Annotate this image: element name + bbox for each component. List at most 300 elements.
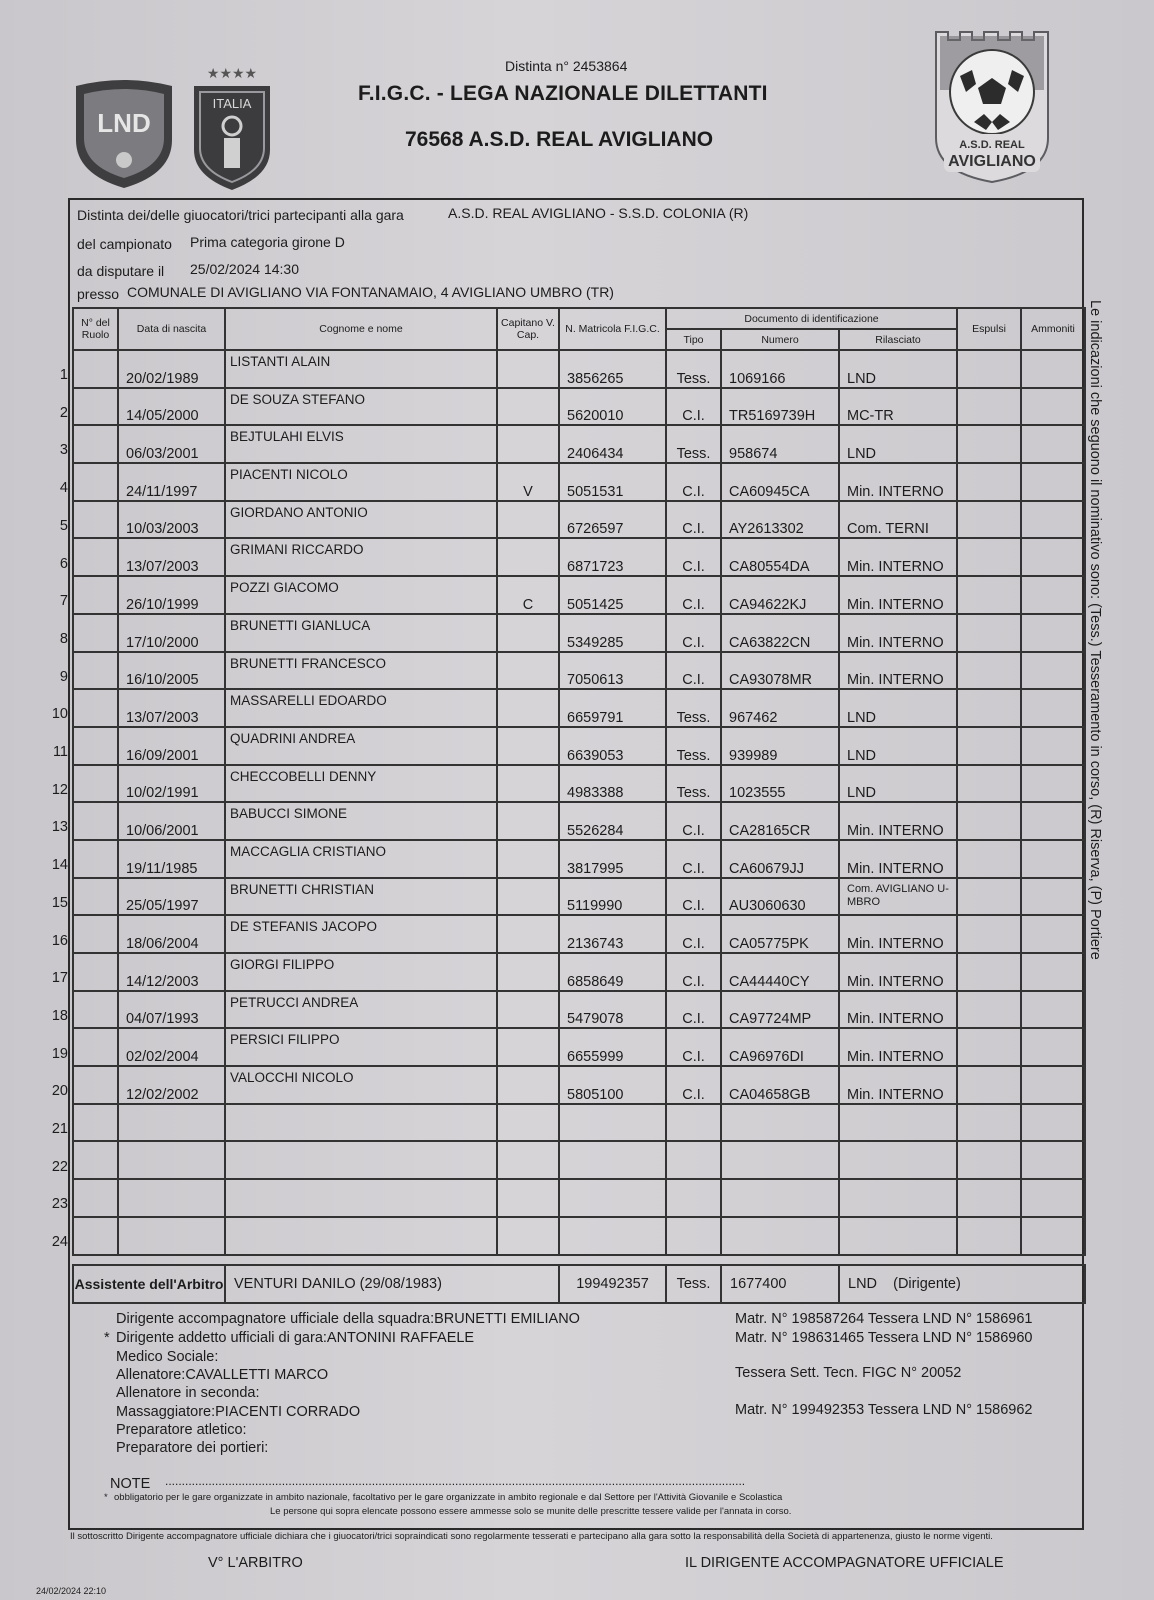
cell-ammoniti: [1021, 915, 1085, 953]
player-row: [73, 388, 1085, 426]
cell-ruolo: [73, 953, 118, 991]
assistant-numero: 1677400: [721, 1265, 839, 1303]
cell-capitano: [497, 953, 559, 991]
official-allenatore2: Allenatore in seconda:: [116, 1385, 260, 1401]
cell-tipo: C.I.: [666, 388, 721, 426]
cell-nome: POZZI GIACOMO: [225, 576, 497, 614]
cell-nascita: [118, 1141, 225, 1179]
cell-rilasciato: Min. INTERNO: [839, 463, 957, 501]
cell-capitano: [497, 1066, 559, 1104]
cell-capitano: [497, 1141, 559, 1179]
cell-ruolo: [73, 802, 118, 840]
asterisk-mark-2: *: [104, 1492, 108, 1503]
cell-tipo: C.I.: [666, 1028, 721, 1066]
cell-numero: CA05775PK: [721, 915, 839, 953]
cell-ammoniti: [1021, 388, 1085, 426]
side-note-text: Le indicazioni che seguono il nominativo sono: (Tess.) Tesseramento in corso, (R) Riserva, (P) Portiere: [1087, 300, 1103, 960]
cell-numero: 958674: [721, 425, 839, 463]
cell-nome: DE SOUZA STEFANO: [225, 388, 497, 426]
cell-matricola: 5526284: [559, 802, 666, 840]
cell-rilasciato: LND: [839, 727, 957, 765]
cell-espulsi: [957, 1217, 1021, 1255]
cell-ammoniti: [1021, 576, 1085, 614]
players-body: [73, 350, 1085, 1255]
cell-espulsi: [957, 463, 1021, 501]
cell-nome: QUADRINI ANDREA: [225, 727, 497, 765]
cell-ruolo: [73, 689, 118, 727]
official-dirigente: Dirigente accompagnatore ufficiale della squadra:BRUNETTI EMILIANO: [116, 1311, 580, 1327]
player-row: [73, 840, 1085, 878]
cell-ammoniti: [1021, 991, 1085, 1029]
assistant-rilasciato: LND (Dirigente): [839, 1265, 1085, 1303]
cell-ammoniti: [1021, 1028, 1085, 1066]
row-number: 7: [59, 593, 68, 610]
cell-rilasciato: Min. INTERNO: [839, 840, 957, 878]
cell-nascita: [118, 1104, 225, 1142]
cell-ruolo: [73, 1104, 118, 1142]
player-row: [73, 727, 1085, 765]
cell-capitano: [497, 878, 559, 916]
cell-ammoniti: [1021, 878, 1085, 916]
cell-matricola: 3856265: [559, 350, 666, 388]
cell-capitano: C: [497, 576, 559, 614]
cell-tipo: C.I.: [666, 991, 721, 1029]
cell-nome: BRUNETTI GIANLUCA: [225, 614, 497, 652]
cell-ruolo: [73, 878, 118, 916]
player-row: [73, 1066, 1085, 1104]
cell-nome: CHECCOBELLI DENNY: [225, 765, 497, 803]
cell-nascita: 13/07/2003: [118, 538, 225, 576]
cell-matricola: 5620010: [559, 388, 666, 426]
cell-nascita: 26/10/1999: [118, 576, 225, 614]
cell-nome: PETRUCCI ANDREA: [225, 991, 497, 1029]
cell-ammoniti: [1021, 765, 1085, 803]
italia-logo: [190, 64, 274, 192]
player-row: [73, 1141, 1085, 1179]
player-row: [73, 614, 1085, 652]
cell-capitano: [497, 802, 559, 840]
cell-matricola: 6858649: [559, 953, 666, 991]
cell-espulsi: [957, 1104, 1021, 1142]
player-row: [73, 878, 1085, 916]
cell-ammoniti: [1021, 350, 1085, 388]
cell-rilasciato: [839, 1104, 957, 1142]
player-row: [73, 1104, 1085, 1142]
row-number: 6: [59, 555, 68, 572]
cell-nascita: 17/10/2000: [118, 614, 225, 652]
cell-nome: MASSARELLI EDOARDO: [225, 689, 497, 727]
cell-ammoniti: [1021, 1066, 1085, 1104]
signature-dirigente: IL DIRIGENTE ACCOMPAGNATORE UFFICIALE: [685, 1555, 1004, 1571]
cell-tipo: [666, 1179, 721, 1217]
cell-espulsi: [957, 1179, 1021, 1217]
cell-ruolo: [73, 350, 118, 388]
cell-ammoniti: [1021, 802, 1085, 840]
cell-capitano: [497, 1217, 559, 1255]
cell-espulsi: [957, 425, 1021, 463]
cell-numero: 967462: [721, 689, 839, 727]
cell-capitano: [497, 350, 559, 388]
cell-rilasciato: MC-TR: [839, 388, 957, 426]
side-note: [1083, 300, 1105, 1000]
cell-espulsi: [957, 614, 1021, 652]
row-number: 14: [51, 857, 68, 874]
cell-matricola: 5051425: [559, 576, 666, 614]
cell-ammoniti: [1021, 689, 1085, 727]
cell-matricola: 3817995: [559, 840, 666, 878]
cell-numero: CA04658GB: [721, 1066, 839, 1104]
official-allenatore: Allenatore:CAVALLETTI MARCO: [116, 1367, 329, 1383]
player-row: [73, 463, 1085, 501]
cell-tipo: C.I.: [666, 915, 721, 953]
player-row: [73, 576, 1085, 614]
cell-matricola: [559, 1104, 666, 1142]
col-tipo: Tipo: [666, 329, 721, 350]
cell-espulsi: [957, 652, 1021, 690]
cell-ammoniti: [1021, 425, 1085, 463]
cell-matricola: 5119990: [559, 878, 666, 916]
cell-ruolo: [73, 388, 118, 426]
cell-numero: CA60679JJ: [721, 840, 839, 878]
cell-ammoniti: [1021, 501, 1085, 539]
cell-nome: VALOCCHI NICOLO: [225, 1066, 497, 1104]
cell-numero: CA80554DA: [721, 538, 839, 576]
cell-tipo: Tess.: [666, 689, 721, 727]
cell-ruolo: [73, 463, 118, 501]
col-rilasciato: Rilasciato: [839, 329, 957, 350]
cell-matricola: [559, 1179, 666, 1217]
info-gara: A.S.D. REAL AVIGLIANO - S.S.D. COLONIA (R): [448, 205, 749, 221]
cell-rilasciato: LND: [839, 350, 957, 388]
cell-numero: CA94622KJ: [721, 576, 839, 614]
cell-matricola: [559, 1217, 666, 1255]
cell-nascita: [118, 1179, 225, 1217]
asterisk-mark: *: [104, 1330, 110, 1346]
team-title: 76568 A.S.D. REAL AVIGLIANO: [405, 128, 714, 151]
cell-capitano: V: [497, 463, 559, 501]
cell-nome: GRIMANI RICCARDO: [225, 538, 497, 576]
row-number: 8: [59, 630, 68, 647]
cell-ruolo: [73, 1217, 118, 1255]
cell-tipo: C.I.: [666, 878, 721, 916]
cell-ammoniti: [1021, 953, 1085, 991]
lnd-logo: [72, 78, 176, 190]
cell-numero: CA63822CN: [721, 614, 839, 652]
cell-rilasciato: Com. AVIGLIANO U-MBRO: [839, 878, 957, 916]
cell-ruolo: [73, 1066, 118, 1104]
assistant-matricola: 199492357: [559, 1265, 666, 1303]
player-row: [73, 915, 1085, 953]
cell-nascita: 04/07/1993: [118, 991, 225, 1029]
club-logo-text-2: AVIGLIANO: [948, 153, 1036, 170]
cell-espulsi: [957, 1141, 1021, 1179]
cell-tipo: C.I.: [666, 1066, 721, 1104]
player-row: [73, 953, 1085, 991]
cell-nome: MACCAGLIA CRISTIANO: [225, 840, 497, 878]
assistant-row: [72, 1264, 1086, 1304]
cell-espulsi: [957, 576, 1021, 614]
cell-tipo: C.I.: [666, 614, 721, 652]
row-number: 20: [51, 1083, 68, 1100]
club-logo-text-1: A.S.D. REAL: [959, 139, 1025, 151]
players-table-wrap: [72, 307, 1086, 1256]
cell-numero: TR5169739H: [721, 388, 839, 426]
cell-numero: CA93078MR: [721, 652, 839, 690]
row-number: 24: [51, 1234, 68, 1251]
note-obbligatorio: obbligatorio per le gare organizzate in ambito nazionale, facoltativo per le gare organizzate in ambito regionale e dal Settore per l'Attività Giovanile e Scolastica: [114, 1492, 783, 1503]
cell-espulsi: [957, 1028, 1021, 1066]
cell-numero: 1023555: [721, 765, 839, 803]
cell-espulsi: [957, 689, 1021, 727]
row-number: 16: [51, 932, 68, 949]
cell-ammoniti: [1021, 840, 1085, 878]
row-number: 4: [59, 480, 68, 497]
cell-capitano: [497, 538, 559, 576]
info-campionato: Prima categoria girone D: [190, 234, 345, 250]
cell-nascita: 06/03/2001: [118, 425, 225, 463]
col-espulsi: Espulsi: [957, 308, 1021, 350]
cell-matricola: 2136743: [559, 915, 666, 953]
note-label: NOTE: [110, 1476, 151, 1492]
row-number: 5: [59, 517, 68, 534]
cell-espulsi: [957, 878, 1021, 916]
cell-numero: 1069166: [721, 350, 839, 388]
cell-ruolo: [73, 915, 118, 953]
cell-tipo: Tess.: [666, 350, 721, 388]
cell-capitano: [497, 915, 559, 953]
distinta-number: Distinta n° 2453864: [505, 58, 628, 74]
cell-nascita: 13/07/2003: [118, 689, 225, 727]
note-sottoscritto: Il sottoscritto Dirigente accompagnatore ufficiale dichiara che i giuocatori/trici sopraindicati sono regolarmente tesserati e partecipano alla gara sotto la responsabilità della Società di appartenenza, giusto le norme vigenti.: [70, 1531, 993, 1542]
cell-espulsi: [957, 802, 1021, 840]
cell-tipo: C.I.: [666, 840, 721, 878]
cell-nascita: 10/03/2003: [118, 501, 225, 539]
cell-nascita: 14/12/2003: [118, 953, 225, 991]
lnd-logo-text: LND: [97, 108, 151, 138]
cell-rilasciato: Min. INTERNO: [839, 953, 957, 991]
italia-logo-text: ITALIA: [212, 96, 252, 111]
cell-nascita: 16/09/2001: [118, 727, 225, 765]
official-allenatore-tess: Tessera Sett. Tecn. FIGC N° 20052: [735, 1365, 962, 1381]
cell-ammoniti: [1021, 1141, 1085, 1179]
info-presso: COMUNALE DI AVIGLIANO VIA FONTANAMAIO, 4 AVIGLIANO UMBRO (TR): [127, 284, 614, 300]
player-row: [73, 350, 1085, 388]
cell-nome: [225, 1104, 497, 1142]
cell-nome: PERSICI FILIPPO: [225, 1028, 497, 1066]
cell-matricola: 5051531: [559, 463, 666, 501]
info-presso-label: presso: [77, 286, 120, 302]
cell-matricola: 6659791: [559, 689, 666, 727]
cell-tipo: [666, 1141, 721, 1179]
info-gara-label: Distinta dei/delle giuocatori/trici partecipanti alla gara: [77, 207, 404, 223]
cell-nascita: [118, 1217, 225, 1255]
cell-tipo: [666, 1104, 721, 1142]
cell-ammoniti: [1021, 652, 1085, 690]
row-number: 23: [51, 1196, 68, 1213]
cell-nascita: 16/10/2005: [118, 652, 225, 690]
player-row: [73, 991, 1085, 1029]
federation-title: F.I.G.C. - LEGA NAZIONALE DILETTANTI: [358, 82, 768, 105]
cell-nome: BABUCCI SIMONE: [225, 802, 497, 840]
player-row: [73, 1028, 1085, 1066]
cell-numero: CA60945CA: [721, 463, 839, 501]
cell-capitano: [497, 1104, 559, 1142]
cell-tipo: C.I.: [666, 802, 721, 840]
cell-numero: CA97724MP: [721, 991, 839, 1029]
col-matricola: N. Matricola F.I.G.C.: [559, 308, 666, 350]
cell-ruolo: [73, 991, 118, 1029]
cell-capitano: [497, 1028, 559, 1066]
row-number: 3: [59, 442, 68, 459]
cell-matricola: 5349285: [559, 614, 666, 652]
assistant-label: Assistente dell'Arbitro: [73, 1265, 225, 1303]
cell-nome: [225, 1179, 497, 1217]
cell-numero: AY2613302: [721, 501, 839, 539]
col-nome: Cognome e nome: [225, 308, 497, 350]
cell-nascita: 12/02/2002: [118, 1066, 225, 1104]
signature-arbitro: V° L'ARBITRO: [208, 1555, 303, 1571]
official-massaggiatore-matr: Matr. N° 199492353 Tessera LND N° 1586962: [735, 1402, 1033, 1418]
cell-numero: [721, 1217, 839, 1255]
note-dots: ..............................................................................................................................................................................: [165, 1474, 746, 1488]
cell-capitano: [497, 425, 559, 463]
cell-numero: CA44440CY: [721, 953, 839, 991]
cell-ruolo: [73, 1028, 118, 1066]
cell-tipo: Tess.: [666, 765, 721, 803]
cell-nome: BEJTULAHI ELVIS: [225, 425, 497, 463]
cell-matricola: 4983388: [559, 765, 666, 803]
cell-espulsi: [957, 765, 1021, 803]
cell-nascita: 19/11/1985: [118, 840, 225, 878]
cell-matricola: 6726597: [559, 501, 666, 539]
info-data-label: da disputare il: [77, 263, 165, 279]
cell-numero: CA28165CR: [721, 802, 839, 840]
cell-nome: BRUNETTI FRANCESCO: [225, 652, 497, 690]
col-numero: Numero: [721, 329, 839, 350]
cell-ammoniti: [1021, 538, 1085, 576]
col-nascita: Data di nascita: [118, 308, 225, 350]
print-timestamp: 24/02/2024 22:10: [36, 1586, 107, 1596]
svg-text:★★★★: ★★★★: [206, 65, 258, 81]
col-documento: Documento di identificazione: [666, 308, 957, 329]
cell-rilasciato: Min. INTERNO: [839, 652, 957, 690]
cell-ammoniti: [1021, 1104, 1085, 1142]
cell-espulsi: [957, 953, 1021, 991]
official-dirigente-matr: Matr. N° 198587264 Tessera LND N° 1586961: [735, 1311, 1033, 1327]
club-logo: [926, 26, 1058, 186]
cell-matricola: 5479078: [559, 991, 666, 1029]
cell-capitano: [497, 840, 559, 878]
player-row: [73, 802, 1085, 840]
cell-rilasciato: Min. INTERNO: [839, 802, 957, 840]
assistant-name: VENTURI DANILO (29/08/1983): [225, 1265, 559, 1303]
row-number: 19: [51, 1045, 68, 1062]
cell-nascita: 10/02/1991: [118, 765, 225, 803]
cell-tipo: [666, 1217, 721, 1255]
col-ammoniti: Ammoniti: [1021, 308, 1085, 350]
cell-matricola: 6655999: [559, 1028, 666, 1066]
cell-espulsi: [957, 991, 1021, 1029]
cell-nome: [225, 1217, 497, 1255]
cell-espulsi: [957, 1066, 1021, 1104]
info-campionato-label: del campionato: [77, 236, 172, 252]
cell-capitano: [497, 652, 559, 690]
cell-capitano: [497, 614, 559, 652]
row-number: 10: [51, 706, 68, 723]
cell-rilasciato: Min. INTERNO: [839, 915, 957, 953]
cell-numero: [721, 1179, 839, 1217]
cell-tipo: C.I.: [666, 501, 721, 539]
assistant-tipo: Tess.: [666, 1265, 721, 1303]
cell-ruolo: [73, 1141, 118, 1179]
official-medico: Medico Sociale:: [116, 1349, 219, 1365]
player-row: [73, 1217, 1085, 1255]
cell-rilasciato: Min. INTERNO: [839, 1028, 957, 1066]
cell-nome: GIORGI FILIPPO: [225, 953, 497, 991]
cell-nome: LISTANTI ALAIN: [225, 350, 497, 388]
cell-capitano: [497, 501, 559, 539]
cell-ruolo: [73, 576, 118, 614]
cell-espulsi: [957, 501, 1021, 539]
cell-nascita: 14/05/2000: [118, 388, 225, 426]
player-row: [73, 1179, 1085, 1217]
cell-numero: CA96976DI: [721, 1028, 839, 1066]
cell-tipo: C.I.: [666, 953, 721, 991]
cell-tipo: Tess.: [666, 727, 721, 765]
cell-rilasciato: LND: [839, 765, 957, 803]
cell-tipo: C.I.: [666, 538, 721, 576]
cell-capitano: [497, 689, 559, 727]
cell-espulsi: [957, 388, 1021, 426]
cell-ammoniti: [1021, 614, 1085, 652]
official-massaggiatore: Massaggiatore:PIACENTI CORRADO: [116, 1404, 361, 1420]
official-prep-portieri: Preparatore dei portieri:: [116, 1440, 269, 1456]
cell-espulsi: [957, 350, 1021, 388]
info-data: 25/02/2024 14:30: [190, 261, 299, 277]
cell-ammoniti: [1021, 1217, 1085, 1255]
cell-ammoniti: [1021, 727, 1085, 765]
cell-matricola: 2406434: [559, 425, 666, 463]
cell-numero: [721, 1141, 839, 1179]
row-number: 1: [59, 367, 68, 383]
cell-nome: BRUNETTI CHRISTIAN: [225, 878, 497, 916]
cell-ruolo: [73, 765, 118, 803]
cell-rilasciato: [839, 1179, 957, 1217]
cell-nome: GIORDANO ANTONIO: [225, 501, 497, 539]
cell-ruolo: [73, 652, 118, 690]
cell-nascita: 10/06/2001: [118, 802, 225, 840]
cell-rilasciato: LND: [839, 689, 957, 727]
cell-capitano: [497, 765, 559, 803]
cell-nome: DE STEFANIS JACOPO: [225, 915, 497, 953]
cell-capitano: [497, 1179, 559, 1217]
official-addetto: Dirigente addetto ufficiali di gara:ANTONINI RAFFAELE: [116, 1330, 475, 1346]
cell-rilasciato: Min. INTERNO: [839, 1066, 957, 1104]
cell-espulsi: [957, 915, 1021, 953]
cell-rilasciato: Min. INTERNO: [839, 576, 957, 614]
cell-ruolo: [73, 501, 118, 539]
cell-tipo: C.I.: [666, 576, 721, 614]
cell-matricola: [559, 1141, 666, 1179]
note-persone: Le persone qui sopra elencate possono essere ammesse solo se munite delle prescritte tessere valide per l'annata in corso.: [270, 1506, 792, 1517]
cell-ruolo: [73, 538, 118, 576]
cell-tipo: C.I.: [666, 652, 721, 690]
row-number: 13: [51, 819, 68, 836]
official-prep-atletico: Preparatore atletico:: [116, 1422, 247, 1438]
cell-nascita: 24/11/1997: [118, 463, 225, 501]
cell-numero: AU3060630: [721, 878, 839, 916]
cell-rilasciato: [839, 1141, 957, 1179]
